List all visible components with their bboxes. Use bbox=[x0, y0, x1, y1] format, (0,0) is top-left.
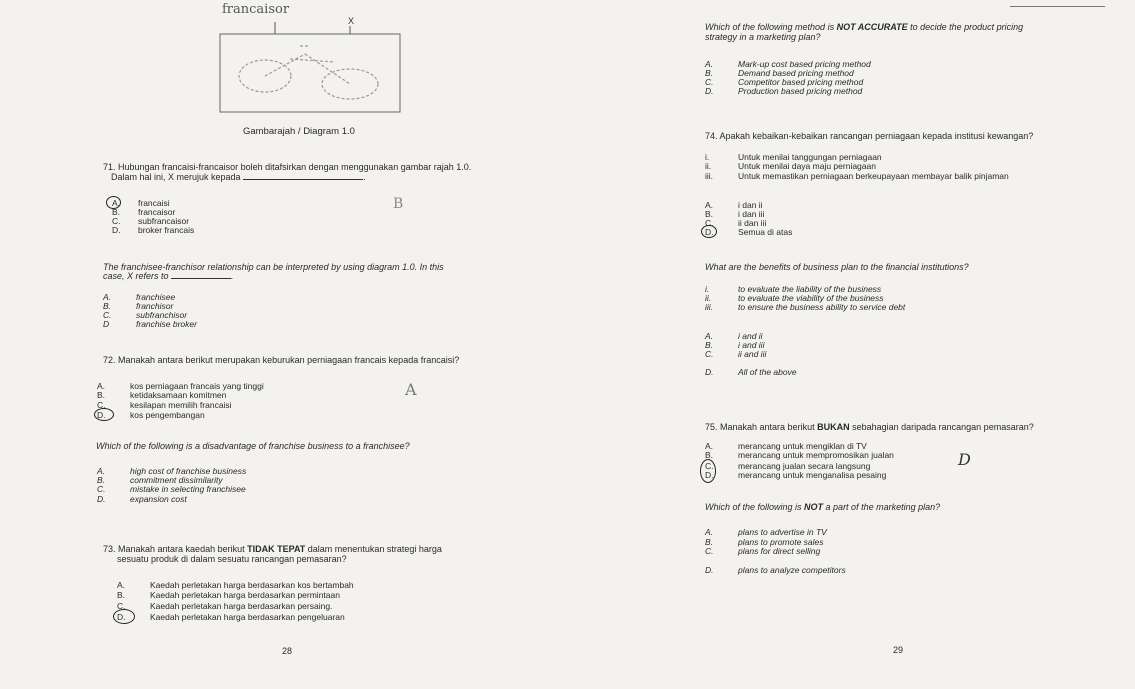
q75-english-option-d[interactable]: D. plans to analyze competitors bbox=[705, 565, 846, 575]
q75-malay-stem: 75. Manakah antara berikut BUKAN sebahagian daripada rancangan pemasaran? bbox=[705, 422, 1034, 432]
q74-malay-item-2: ii. Untuk menilai daya maju perniagaan bbox=[705, 161, 876, 171]
q75-english-option-a[interactable]: A. plans to advertise in TV bbox=[705, 527, 827, 537]
page-number-right: 29 bbox=[893, 645, 904, 655]
q71-handwritten-answer: B bbox=[393, 196, 404, 212]
q72-english-option-c[interactable]: C. mistake in selecting franchisee bbox=[97, 484, 246, 494]
q71-malay-option-d[interactable]: D. broker francais bbox=[112, 225, 195, 235]
q74-english-stem: What are the benefits of business plan to the financial institutions? bbox=[705, 262, 969, 272]
q73-english-stem2: strategy in a marketing plan? bbox=[705, 32, 821, 42]
q74-english-item-2: ii. to evaluate the viability of the business bbox=[705, 293, 884, 303]
q71-english-option-c[interactable]: C. subfranchisor bbox=[103, 310, 188, 320]
q74-malay-item-3: iii. Untuk memastikan perniagaan berkeupayaan membayar balik pinjaman bbox=[705, 171, 1009, 181]
q74-malay-option-c[interactable]: C. ii dan iii bbox=[705, 218, 767, 228]
q75-malay-option-c[interactable]: C. merancang jualan secara langsung bbox=[705, 461, 871, 471]
q72-malay-stem: 72. Manakah antara berikut merupakan keburukan perniagaan francais kepada francaisi? bbox=[103, 355, 460, 365]
q72-english-option-d[interactable]: D. expansion cost bbox=[97, 494, 187, 504]
q71-english-option-d[interactable]: D franchise broker bbox=[103, 319, 197, 329]
q74-english-item-3: iii. to ensure the business ability to service debt bbox=[705, 302, 906, 312]
q75-english-stem: Which of the following is NOT a part of the marketing plan? bbox=[705, 502, 941, 512]
q72-malay-option-b[interactable]: B. ketidaksamaan komitmen bbox=[97, 390, 227, 400]
q71-malay-stem2: Dalam hal ini, X merujuk kepada . bbox=[111, 172, 366, 182]
q74-english-option-d[interactable]: D. All of the above bbox=[705, 367, 797, 377]
q72-malay-option-c[interactable]: C. kesilapan memilih francaisi bbox=[97, 400, 232, 410]
diagram-box bbox=[220, 34, 400, 112]
q71-english-stem: The franchisee-franchisor relationship can be interpreted by using diagram 1.0. In this bbox=[103, 262, 444, 272]
q71-english-stem2: case, X refers to . bbox=[103, 271, 234, 281]
q73-malay-stem: 73. Manakah antara kaedah berikut TIDAK TEPAT dalam menentukan strategi harga bbox=[103, 544, 442, 554]
q75-english-option-c[interactable]: C. plans for direct selling bbox=[705, 546, 821, 556]
q73-english-option-d[interactable]: D. Production based pricing method bbox=[705, 86, 863, 96]
q74-malay-option-b[interactable]: B. i dan iii bbox=[705, 209, 765, 219]
q71-english-option-b[interactable]: B. franchisor bbox=[103, 301, 174, 311]
q73-english-option-a[interactable]: A. Mark-up cost based pricing method bbox=[705, 59, 871, 69]
bicycle-icon bbox=[239, 46, 378, 99]
q74-english-option-c[interactable]: C. ii and iii bbox=[705, 349, 767, 359]
q74-malay-item-1: i. Untuk menilai tanggungan perniagaan bbox=[705, 152, 882, 162]
q72-english-option-b[interactable]: B. commitment dissimilarity bbox=[97, 475, 223, 485]
q74-english-option-b[interactable]: B. i and iii bbox=[705, 340, 765, 350]
q72-english-option-a[interactable]: A. high cost of franchise business bbox=[97, 466, 247, 476]
q74-english-item-1: i. to evaluate the liability of the business bbox=[705, 284, 882, 294]
q75-english-option-b[interactable]: B. plans to promote sales bbox=[705, 537, 824, 547]
q72-handwritten-answer: A bbox=[405, 380, 417, 399]
diagram-x-label: X bbox=[348, 16, 355, 26]
bicycle-diagram bbox=[215, 14, 405, 114]
q73-english-stem: Which of the following method is NOT ACCURATE to decide the product pricing bbox=[705, 22, 1024, 32]
q71-malay-stem: 71. Hubungan francaisi-francaisor boleh ditafsirkan dengan menggunakan gambar rajah 1.0. bbox=[103, 162, 472, 172]
q73-english-option-c[interactable]: C. Competitor based pricing method bbox=[705, 77, 864, 87]
q71-malay-option-c[interactable]: C. subfrancaisor bbox=[112, 216, 190, 226]
diagram-handwritten-title: francaisor bbox=[222, 2, 290, 17]
q73-malay-option-c[interactable]: C. Kaedah perletakan harga berdasarkan persaing. bbox=[117, 601, 333, 611]
q73-english-option-b[interactable]: B. Demand based pricing method bbox=[705, 68, 854, 78]
q74-malay-option-d[interactable]: D. Semua di atas bbox=[705, 227, 793, 237]
q73-malay-stem2: sesuatu produk di dalam sesuatu rancangan pemasaran? bbox=[117, 554, 347, 564]
q73-malay-option-a[interactable]: A. Kaedah perletakan harga berdasarkan kos bertambah bbox=[117, 580, 354, 590]
q72-malay-option-a[interactable]: A. kos perniagaan francais yang tinggi bbox=[97, 381, 264, 391]
diagram-caption: Gambarajah / Diagram 1.0 bbox=[243, 126, 355, 137]
q75-malay-option-d[interactable]: D. merancang untuk menganalisa pesaing bbox=[705, 470, 887, 480]
q74-english-option-a[interactable]: A. i and ii bbox=[705, 331, 763, 341]
q74-malay-option-a[interactable]: A. i dan ii bbox=[705, 200, 763, 210]
top-right-rule bbox=[1010, 6, 1105, 7]
q75-malay-option-b[interactable]: B. merancang untuk mempromosikan jualan bbox=[705, 450, 894, 460]
q75-handwritten-answer: D bbox=[958, 450, 971, 469]
q72-malay-option-d[interactable]: D. kos pengembangan bbox=[97, 410, 205, 420]
q71-english-option-a[interactable]: A. franchisee bbox=[103, 292, 176, 302]
q71-malay-option-a[interactable]: A. francaisi bbox=[112, 198, 170, 208]
q74-malay-stem: 74. Apakah kebaikan-kebaikan rancangan perniagaan kepada institusi kewangan? bbox=[705, 131, 1034, 141]
q73-malay-option-b[interactable]: B. Kaedah perletakan harga berdasarkan permintaan bbox=[117, 590, 340, 600]
q71-malay-option-b[interactable]: B. francaisor bbox=[112, 207, 176, 217]
q72-english-stem: Which of the following is a disadvantage of franchise business to a franchisee? bbox=[96, 441, 410, 451]
q73-malay-option-d[interactable]: D. Kaedah perletakan harga berdasarkan pengeluaran bbox=[117, 612, 345, 622]
q75-malay-option-a[interactable]: A. merancang untuk mengiklan di TV bbox=[705, 441, 867, 451]
page-number-left: 28 bbox=[282, 646, 293, 656]
